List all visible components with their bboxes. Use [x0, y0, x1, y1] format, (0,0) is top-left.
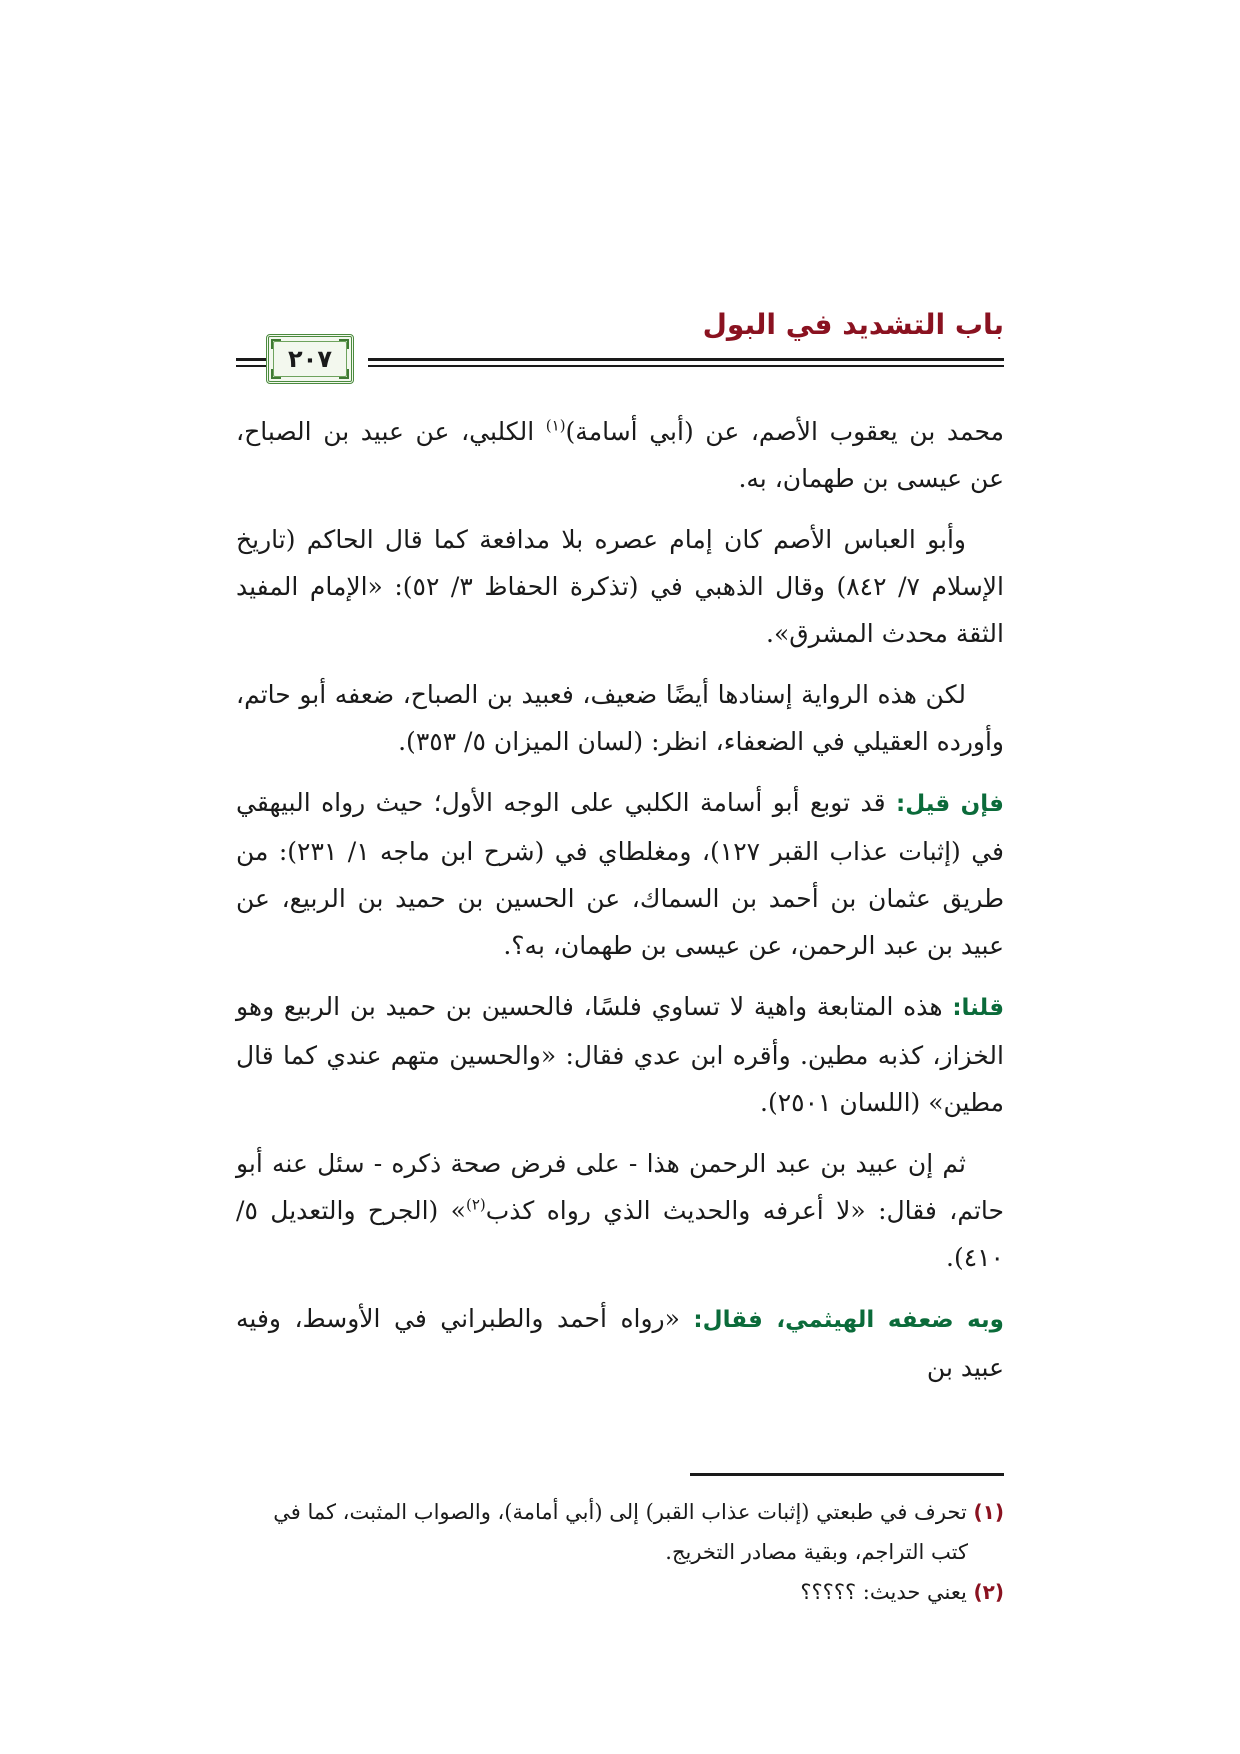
paragraph-text: قد توبع أبو أسامة الكلبي على الوجه الأول؛ حيث رواه البيهقي في (إثبات عذاب القبر ١٢٧)، ومغلطاي في (شرح ابن ماجه ١/ ٢٣١): من طريق عثمان بن أحمد بن السماك، عن الحسين بن حميد بن الربيع، عن عبيد بن عبد الرحمن، عن عيسى بن طهمان، به؟. — [236, 788, 1005, 960]
footnote-1-continued — [236, 1532, 1004, 1572]
footnote-marker: (٢) — [973, 1580, 1004, 1604]
footnote-divider — [690, 1473, 1004, 1476]
paragraph-text: ثم إن عبيد بن عبد الرحمن هذا - على فرض صحة ذكره - سئل عنه أبو حاتم، فقال: «لا أعرفه والحديث الذي رواه كذب — [236, 1149, 1004, 1225]
header-rule-left — [236, 358, 266, 361]
paragraph-6 — [236, 1140, 1004, 1281]
footnotes — [236, 1492, 1004, 1612]
header-rule-thin — [368, 365, 1004, 367]
footnote-ref-1[interactable]: (١) — [545, 416, 566, 435]
ornament-corner-icon — [271, 369, 281, 379]
paragraph-4 — [236, 779, 1004, 969]
paragraph-2: وأبو العباس الأصم كان إمام عصره بلا مدافعة كما قال الحاكم (تاريخ الإسلام ٧/ ٨٤٢) وقال الذهبي في (تذكرة الحفاظ ٣/ ٥٢): «الإمام المفيد الثقة محدث المشرق». — [236, 525, 1005, 648]
footnote-ref-2[interactable]: (٢) — [465, 1195, 486, 1214]
footnote-text: تحرف في طبعتي (إثبات عذاب القبر) إلى (أبي أمامة)، والصواب المثبت، كما في — [273, 1500, 974, 1524]
objection-label: فإن قيل: — [896, 791, 1004, 817]
main-text — [236, 408, 1004, 1405]
paragraph-5 — [236, 983, 1004, 1126]
reply-label: قلنا: — [952, 995, 1004, 1021]
ornament-corner-icon — [339, 369, 349, 379]
page-number: ٢٠٧ — [288, 345, 332, 373]
footnote-marker: (١) — [973, 1500, 1004, 1524]
footnote-text: يعني حديث: ؟؟؟؟؟ — [800, 1580, 974, 1604]
page-number-badge — [266, 334, 354, 384]
ornament-corner-icon — [339, 339, 349, 349]
chapter-title: باب التشديد في البول — [702, 308, 1004, 341]
haythami-label: وبه ضعفه الهيثمي، فقال: — [693, 1307, 1004, 1333]
footnote-text: كتب التراجم، وبقية مصادر التخريج. — [665, 1540, 968, 1564]
paragraph-7 — [236, 1295, 1004, 1391]
paragraph-text: » (الجرح والتعديل ٥/ ٤١٠). — [236, 1196, 1004, 1272]
header-rule — [368, 358, 1004, 361]
paragraph-3: لكن هذه الرواية إسنادها أيضًا ضعيف، فعبيد بن الصباح، ضعفه أبو حاتم، وأورده العقيلي في الضعفاء، انظر: (لسان الميزان ٥/ ٣٥٣). — [236, 680, 1004, 756]
paragraph-text: هذه المتابعة واهية لا تساوي فلسًا، فالحسين بن حميد بن الربيع وهو الخزاز، كذبه مطين. وأقره ابن عدي فقال: «والحسين متهم عندي كما قال مطين» (اللسان ٢٥٠١). — [236, 992, 1004, 1117]
footnote-1 — [236, 1492, 1004, 1532]
paragraph-text: «رواه أحمد والطبراني في الأوسط، وفيه عبيد بن — [236, 1304, 1004, 1382]
paragraph-text: الكلبي، عن عبيد بن الصباح، عن عيسى بن طهمان، به. — [236, 417, 1004, 493]
header-rule-left-thin — [236, 365, 266, 367]
footnote-2 — [236, 1572, 1004, 1612]
paragraph-text: محمد بن يعقوب الأصم، عن (أبي أسامة) — [565, 417, 1004, 446]
paragraph-1 — [236, 408, 1004, 502]
ornament-corner-icon — [271, 339, 281, 349]
